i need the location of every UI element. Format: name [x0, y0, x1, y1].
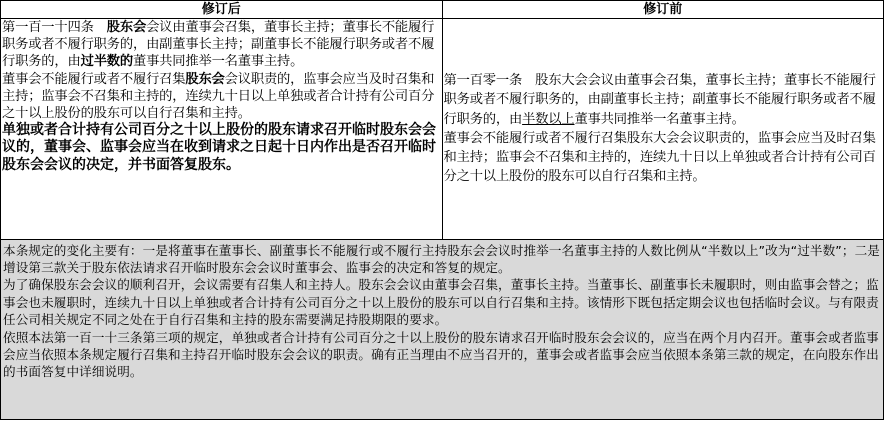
header-row [1, 1, 884, 19]
text-segment: 会议由董事会召集，董事长主持；董事长不能履行职务或者不履行职务的，由副董事长主持；副董事长不能履行职务或者不履行职务的，由 [2, 20, 435, 70]
text-segment: 董事会不能履行或者不履行召集 [2, 71, 186, 87]
text-segment: 第一百一十四条 [2, 20, 107, 35]
text-segment: 会议职责的，监事会应当及时召集和主持；监事会不召集和主持的，连续九十日以上单独或者合计持有公司百分之十以上股份的股东可以自行召集和主持。 [2, 71, 435, 122]
bold-segment: 单独或者合计持有公司百分之十以上股份的股东请求召开临时股东会会议的，董事会、监事会应当在收到请求之日起十日内作出是否召开临时股东会会议的决定，并书面答复股东。 [2, 122, 436, 173]
bold-segment: 股东会 [106, 20, 147, 35]
revised-paragraph [2, 19, 441, 71]
content-row [1, 19, 884, 240]
bold-segment: 过半数的 [80, 54, 133, 70]
text-segment: 董事共同推举一名董事主持。 [132, 54, 304, 70]
original-paragraph [444, 71, 883, 129]
header-after: 修订后 [1, 1, 443, 19]
explanation-cell [1, 239, 884, 419]
bold-segment: 股东会 [185, 71, 225, 87]
header-before: 修订前 [442, 1, 884, 19]
explanation-paragraph: 依照本法第一百一十三条第三项的规定，单独或者合计持有公司百分之十以上股份的股东请求召开临时股东会会议的，应当在两个月内召开。董事会或者监事会应当依照本条规定履行召集和主持召开临时股东会会议的职责。确有正当理由不应当召开的，董事会或者监事会应当依照本条第三款的规定，在向股东作出的书面答复中详细说明。 [3, 329, 879, 380]
revised-paragraph [2, 71, 441, 123]
explanation-paragraph: 本条规定的变化主要有：一是将董事在董事长、副董事长不能履行或不履行主持股东会会议时推举一名董事主持的人数比例从“半数以上”改为“过半数”；二是增设第三款关于股东依法请求召开临时股东会会议时董事会、监事会的决定和答复的规定。 [3, 242, 880, 276]
original-paragraph [444, 129, 883, 187]
text-segment: 董事共同推举一名董事主持。 [574, 111, 745, 127]
explanation-paragraph: 为了确保股东会会议的顺利召开，会议需要有召集人和主持人。股东会会议由董事会召集，董事长主持。当董事长、副董事长未履职时，则由监事会替之；监事会也未履职时，连续九十日以上单独或者合计持有公司百分之十以上股份的股东可以自行召集和主持。该情形下既包括定期会议也包括临时会议。与有限责任公司相关规定不同之处在于自行召集和主持的股东需要满足持股期限的要求。 [3, 277, 879, 328]
text-segment: 董事会不能履行或者不履行召集股东大会会议职责的，监事会应当及时召集和主持；监事会不召集和主持的，连续九十日以上单独或者合计持有公司百分之十以上股份的股东可以自行召集和主持。 [443, 130, 876, 185]
original-text-cell [442, 19, 884, 240]
revised-paragraph [2, 122, 441, 174]
note-row [1, 239, 884, 419]
underlined-segment: 半数以上 [522, 111, 575, 127]
revised-text-cell [1, 19, 443, 240]
text-segment: 第一百零一条 股东大会会议由董事会召集，董事长主持；董事长不能履行职务或者不履行职务的，由副董事长主持；副董事长不能履行职务或者不履行职务的，由 [443, 73, 876, 127]
